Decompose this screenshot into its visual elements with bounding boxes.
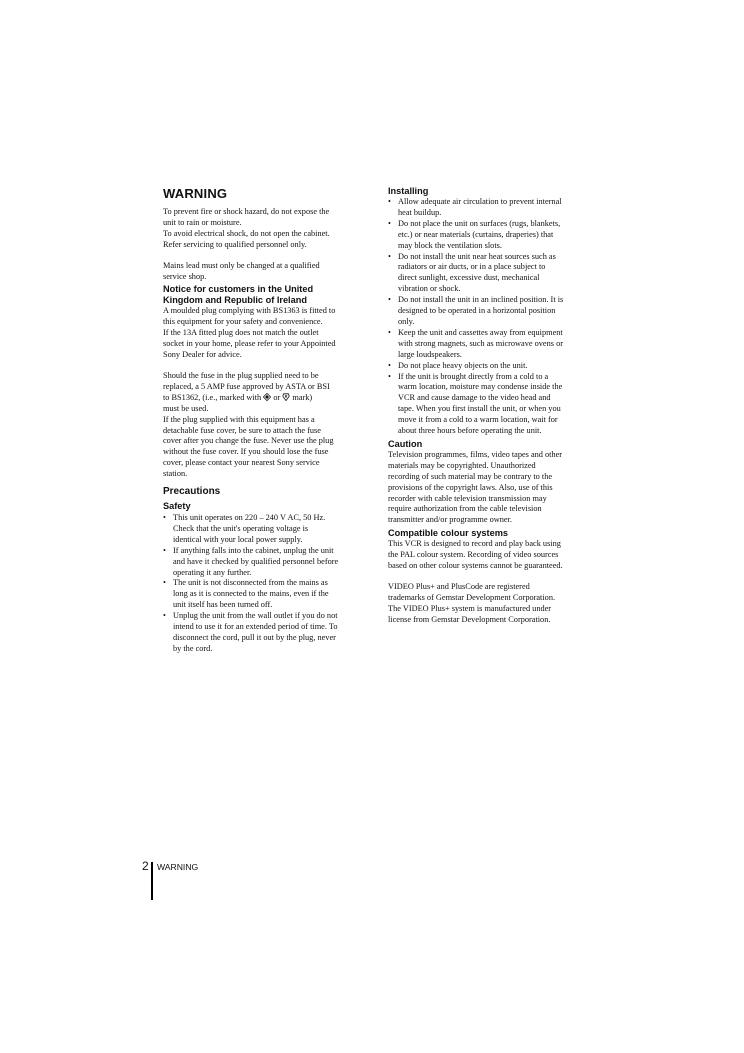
caution-paragraph: Television programmes, films, video tapes and other materials may be copyrighted. Unauthorized recording of such material may be contrary to the provisions of the copyright laws. Also, use of this recorder with cable television transmission may require authorization from the cable television transmitter and/or programme owner. xyxy=(388,449,563,525)
page-number: 2 xyxy=(142,859,149,873)
fuse-text-a: Should the fuse in the plug supplied need to be replaced, a 5 AMP fuse approved by ASTA or BSI to BS1362, (i.e., marked with xyxy=(163,370,330,402)
moulded-plug-paragraph: A moulded plug complying with BS1363 is fitted to this equipment for your safety and convenience. If the 13A fitted plug does not match the outlet socket in your home, please refer to your Appointed Sony Dealer for advice. xyxy=(163,306,336,360)
right-column xyxy=(388,186,620,626)
page-title: WARNING xyxy=(163,186,228,201)
left-column xyxy=(163,186,373,655)
safety-list xyxy=(163,513,373,655)
safety-heading: Safety xyxy=(163,501,191,512)
compatible-heading: Compatible colour systems xyxy=(388,528,508,539)
mains-lead-paragraph: Mains lead must only be changed at a qualified service shop. xyxy=(163,260,320,281)
list-item: • Do not install the unit in an inclined position. It is designed to be operated in a horizontal position only. xyxy=(388,295,620,328)
footer-divider xyxy=(151,862,153,900)
installing-heading: Installing xyxy=(388,186,429,196)
list-item: • The unit is not disconnected from the mains as long as it is connected to the mains, even if the unit itself has been turned off. xyxy=(163,578,373,611)
precautions-heading: Precautions xyxy=(163,486,221,498)
fuse-text-or: or xyxy=(271,392,283,402)
caution-heading: Caution xyxy=(388,438,423,449)
compatible-paragraph: This VCR is designed to record and play back using the PAL colour system. Recording of video sources based on other colour systems cannot be guaranteed. xyxy=(388,539,563,571)
warning-paragraph: To prevent fire or shock hazard, do not expose the unit to rain or moisture. To avoid electrical shock, do not open the cabinet. Refer servicing to qualified personnel only. xyxy=(163,207,330,249)
list-item: • Do not place heavy objects on the unit. xyxy=(388,361,620,372)
list-item: • If the unit is brought directly from a cold to a warm location, moisture may condense inside the VCR and cause damage to the video head and tape. When you first install the unit, or when you move it from a cold to a warm location, wait for about three hours before operating the unit. xyxy=(388,372,620,437)
list-item: • Do not place the unit on surfaces (rugs, blankets, etc.) or near materials (curtains, draperies) that may block the ventilation slots. xyxy=(388,219,620,252)
footer-section-label: WARNING xyxy=(157,862,199,872)
fuse-paragraph xyxy=(163,371,373,480)
list-item: • This unit operates on 220 – 240 V AC, 50 Hz. Check that the unit's operating voltage is identical with your local power supply. xyxy=(163,513,373,546)
list-item: • Unplug the unit from the wall outlet if you do not intend to use it for an extended period of time. To disconnect the cord, pull it out by the plug, never by the cord. xyxy=(163,611,373,655)
installing-list xyxy=(388,197,620,437)
list-item: • Do not install the unit near heat sources such as radiators or air ducts, or in a place subject to direct sunlight, excessive dust, mechanical vibration or shock. xyxy=(388,252,620,296)
trademark-paragraph: VIDEO Plus+ and PlusCode are registered trademarks of Gemstar Development Corporation. The VIDEO Plus+ system is manufactured under license from Gemstar Development Corporation. xyxy=(388,582,556,624)
notice-heading: Notice for customers in the United Kingdom and Republic of Ireland xyxy=(163,284,314,306)
list-item: • Keep the unit and cassettes away from equipment with strong magnets, such as microwave ovens or large loudspeakers. xyxy=(388,328,620,361)
list-item: • Allow adequate air circulation to prevent internal heat buildup. xyxy=(388,197,620,219)
fuse-text-b: mark) must be used. If the plug supplied with this equipment has a detachable fuse cover, be sure to attach the fuse cover after you change the fuse. Never use the plug without the fuse cover. If you should lose the fuse cover, please contact your nearest Sony service station. xyxy=(163,392,334,479)
list-item: • If anything falls into the cabinet, unplug the unit and have it checked by qualified personnel before operating it any further. xyxy=(163,546,373,579)
